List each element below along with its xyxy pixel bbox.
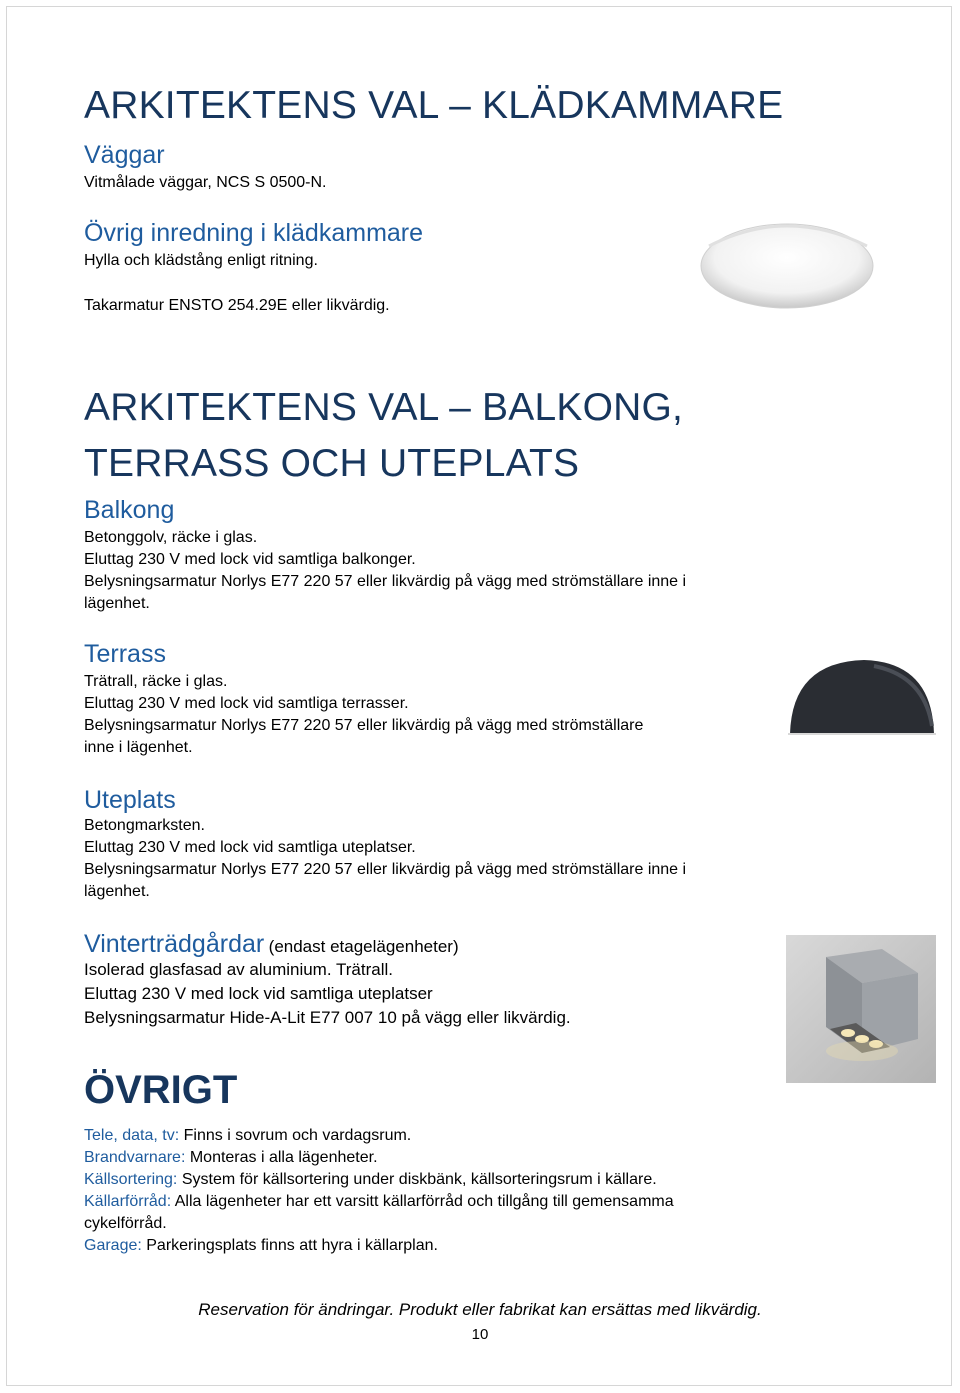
section3-title: ÖVRIGT	[84, 1068, 238, 1112]
info-text: Parkeringsplats finns att hyra i källarplan.	[141, 1237, 438, 1254]
walls-text: Vitmålade väggar, NCS S 0500-N.	[84, 174, 327, 191]
terrace-heading: Terrass	[84, 640, 166, 668]
patio-line: Betongmarksten.	[84, 817, 205, 834]
section1-title: ARKITEKTENS VAL – KLÄDKAMMARE	[84, 84, 784, 127]
terrace-line: inne i lägenhet.	[84, 739, 193, 756]
balcony-line: Betonggolv, räcke i glas.	[84, 529, 258, 546]
interior-heading: Övrig inredning i klädkammare	[84, 219, 424, 247]
winter-garden-line: Belysningsarmatur Hide-A-Lit E77 007 10 på vägg eller likvärdig.	[84, 1008, 571, 1027]
info-line	[84, 1235, 438, 1257]
winter-garden-note: (endast etagelägenheter)	[268, 937, 459, 956]
info-text: Finns i sovrum och vardagsrum.	[179, 1127, 412, 1144]
info-line	[84, 1191, 674, 1213]
interior-text: Hylla och klädstång enligt ritning.	[84, 252, 318, 269]
terrace-line: Eluttag 230 V med lock vid samtliga terrasser.	[84, 695, 409, 712]
balcony-line: lägenhet.	[84, 595, 150, 612]
page-number: 10	[471, 1326, 489, 1343]
patio-line: Eluttag 230 V med lock vid samtliga uteplatser.	[84, 839, 416, 856]
terrace-line: Trätrall, räcke i glas.	[84, 673, 228, 690]
info-line	[84, 1169, 657, 1191]
info-line	[84, 1125, 411, 1147]
info-label: Brandvarnare:	[84, 1149, 186, 1166]
fixture-text: Takarmatur ENSTO 254.29E eller likvärdig.	[84, 297, 390, 314]
footer-disclaimer: Reservation för ändringar. Produkt eller fabrikat kan ersättas med likvärdig.	[198, 1300, 762, 1319]
wall-lamp-dome-image	[784, 656, 940, 742]
patio-line: Belysningsarmatur Norlys E77 220 57 eller likvärdig på vägg med strömställare inne i	[84, 861, 687, 878]
winter-garden-line: Isolerad glasfasad av aluminium. Trätrall.	[84, 960, 393, 979]
balcony-line: Belysningsarmatur Norlys E77 220 57 eller likvärdig på vägg med strömställare inne i	[84, 573, 687, 590]
info-text: Monteras i alla lägenheter.	[185, 1149, 378, 1166]
section2-title-line1: ARKITEKTENS VAL – BALKONG,	[84, 386, 684, 429]
winter-garden-heading-row	[84, 930, 459, 959]
winter-garden-heading: Vinterträdgårdar	[84, 930, 265, 958]
terrace-line: Belysningsarmatur Norlys E77 220 57 eller likvärdig på vägg med strömställare	[84, 717, 644, 734]
patio-heading: Uteplats	[84, 786, 176, 814]
walls-heading: Väggar	[84, 141, 165, 169]
info-label: Källarförråd:	[84, 1193, 172, 1210]
info-line	[84, 1213, 167, 1235]
info-text: Alla lägenheter har ett varsitt källarförråd och tillgång till gemensamma	[171, 1193, 674, 1210]
patio-line: lägenhet.	[84, 883, 150, 900]
balcony-line: Eluttag 230 V med lock vid samtliga balkonger.	[84, 551, 416, 568]
info-label: Garage:	[84, 1237, 142, 1254]
info-text: cykelförråd.	[84, 1215, 167, 1232]
info-text: System för källsortering under diskbänk, källsorteringsrum i källare.	[177, 1171, 657, 1188]
info-line	[84, 1147, 378, 1169]
balcony-heading: Balkong	[84, 496, 175, 524]
winter-garden-line: Eluttag 230 V med lock vid samtliga uteplatser	[84, 984, 433, 1003]
info-label: Källsortering:	[84, 1171, 178, 1188]
ceiling-lamp-image	[697, 206, 877, 316]
info-label: Tele, data, tv:	[84, 1127, 180, 1144]
cube-wall-lamp-image	[786, 935, 936, 1083]
section2-title-line2: TERRASS OCH UTEPLATS	[84, 442, 580, 485]
